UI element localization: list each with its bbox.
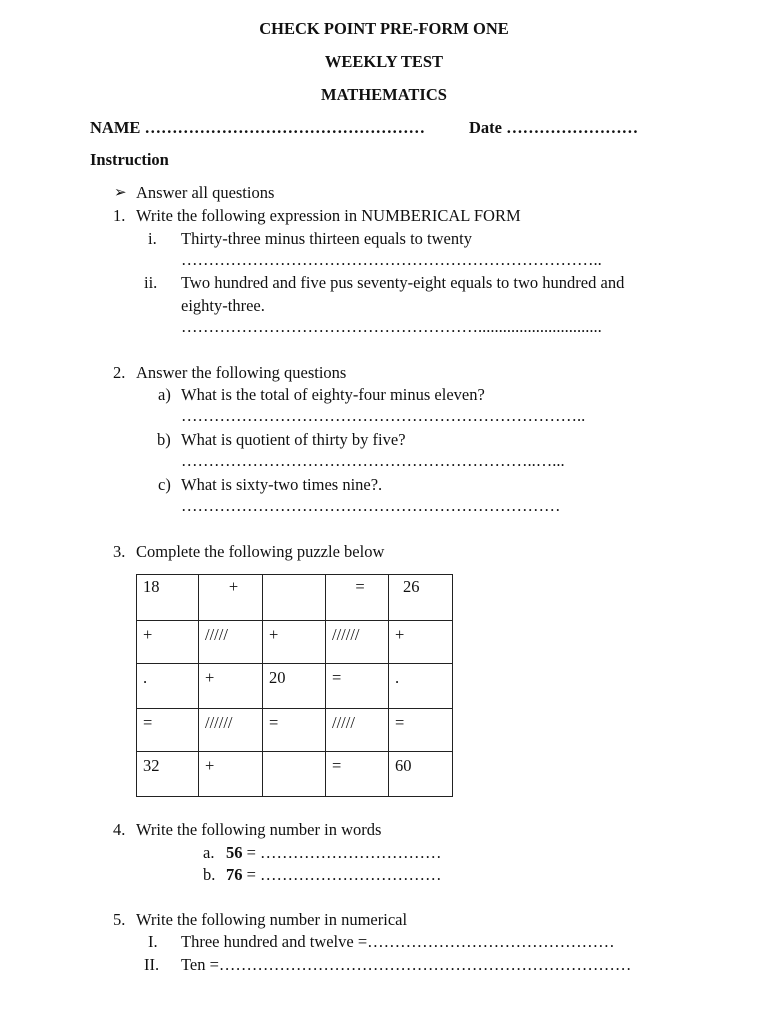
arrow-bullet-icon: ➢ <box>114 185 127 201</box>
puzzle-cell[interactable]: 32 <box>137 752 199 797</box>
sub-item-marker: II. <box>144 955 160 974</box>
puzzle-cell[interactable]: + <box>199 752 263 797</box>
question-number: 1. <box>113 206 126 225</box>
puzzle-cell[interactable]: = <box>326 575 389 621</box>
puzzle-cell[interactable]: 18 <box>137 575 199 621</box>
answer-line: ……………………………………………………………….. <box>181 406 586 425</box>
test-title: WEEKLY TEST <box>324 52 444 71</box>
q1-item-ii-text: Two hundred and five pus seventy-eight equals to two hundred and <box>181 273 625 292</box>
puzzle-cell[interactable] <box>263 575 326 621</box>
puzzle-cell[interactable]: + <box>263 621 326 664</box>
q2-item-a-text: What is the total of eighty-four minus eleven? <box>181 385 485 404</box>
answer-line: = …………………………… <box>242 865 442 884</box>
puzzle-cell[interactable]: = <box>389 709 453 752</box>
puzzle-cell[interactable]: = <box>137 709 199 752</box>
answer-line: …………………………………………………………… <box>181 496 561 515</box>
table-row <box>137 664 453 709</box>
instruction-heading: Instruction <box>90 150 169 169</box>
q1-item-ii-text-cont: eighty-three. <box>181 296 265 315</box>
puzzle-grid <box>136 574 453 797</box>
sub-item-marker: c) <box>158 475 171 494</box>
question-number: 5. <box>113 910 126 929</box>
puzzle-cell[interactable]: 60 <box>389 752 453 797</box>
table-row <box>137 621 453 664</box>
sub-item-marker: i. <box>148 229 157 248</box>
sub-item-marker: b) <box>157 430 171 449</box>
question-3-text: Complete the following puzzle below <box>136 542 385 561</box>
answer-line: = …………………………… <box>242 843 442 862</box>
table-row <box>137 709 453 752</box>
puzzle-cell[interactable]: 20 <box>263 664 326 709</box>
puzzle-cell[interactable]: ////// <box>326 621 389 664</box>
number-value: 76 <box>226 865 243 884</box>
q5-item-I-text: Three hundred and twelve =……………………………………… <box>181 932 615 951</box>
question-5-text: Write the following number in numerical <box>136 910 408 929</box>
q4-item-a <box>226 845 442 862</box>
q5-item-II-text: Ten =………………………………………………………………… <box>181 955 632 974</box>
sub-item-marker: a) <box>158 385 171 404</box>
instruction-text: Answer all questions <box>136 183 275 202</box>
puzzle-cell[interactable]: = <box>263 709 326 752</box>
question-1-text: Write the following expression in NUMBERICAL FORM <box>136 206 521 225</box>
q4-item-b <box>226 867 442 884</box>
puzzle-cell[interactable]: ///// <box>326 709 389 752</box>
question-2-text: Answer the following questions <box>136 363 347 382</box>
q1-item-i-text: Thirty-three minus thirteen equals to twenty <box>181 229 472 248</box>
subject-title: MATHEMATICS <box>321 85 447 104</box>
puzzle-cell[interactable]: + <box>199 575 263 621</box>
sub-item-marker: ii. <box>144 273 158 292</box>
puzzle-cell[interactable]: + <box>389 621 453 664</box>
puzzle-cell[interactable]: . <box>137 664 199 709</box>
puzzle-cell[interactable]: 26 <box>389 575 453 621</box>
table-row <box>137 752 453 797</box>
answer-line: ………………………………………………………………….. <box>181 250 602 269</box>
sub-item-marker: I. <box>148 932 158 951</box>
puzzle-cell[interactable]: ///// <box>199 621 263 664</box>
puzzle-cell[interactable] <box>263 752 326 797</box>
puzzle-cell[interactable]: ////// <box>199 709 263 752</box>
sub-item-marker: b. <box>203 865 216 884</box>
question-number: 2. <box>113 363 126 382</box>
puzzle-cell[interactable]: = <box>326 752 389 797</box>
question-number: 3. <box>113 542 126 561</box>
q2-item-c-text: What is sixty-two times nine?. <box>181 475 383 494</box>
answer-line: ………………………………………………………..…... <box>181 451 565 470</box>
q2-item-b-text: What is quotient of thirty by five? <box>181 430 406 449</box>
date-field: Date …………………… <box>469 118 639 137</box>
table-row <box>137 575 453 621</box>
document-title: CHECK POINT PRE-FORM ONE <box>259 19 509 38</box>
question-number: 4. <box>113 820 126 839</box>
answer-line: ……………………………………………….............................. <box>181 317 602 336</box>
puzzle-cell[interactable]: + <box>137 621 199 664</box>
sub-item-marker: a. <box>203 843 215 862</box>
puzzle-cell[interactable]: = <box>326 664 389 709</box>
number-value: 56 <box>226 843 243 862</box>
question-4-text: Write the following number in words <box>136 820 382 839</box>
puzzle-cell[interactable]: . <box>389 664 453 709</box>
puzzle-cell[interactable]: + <box>199 664 263 709</box>
name-field: NAME …………………………………………… <box>90 118 426 137</box>
